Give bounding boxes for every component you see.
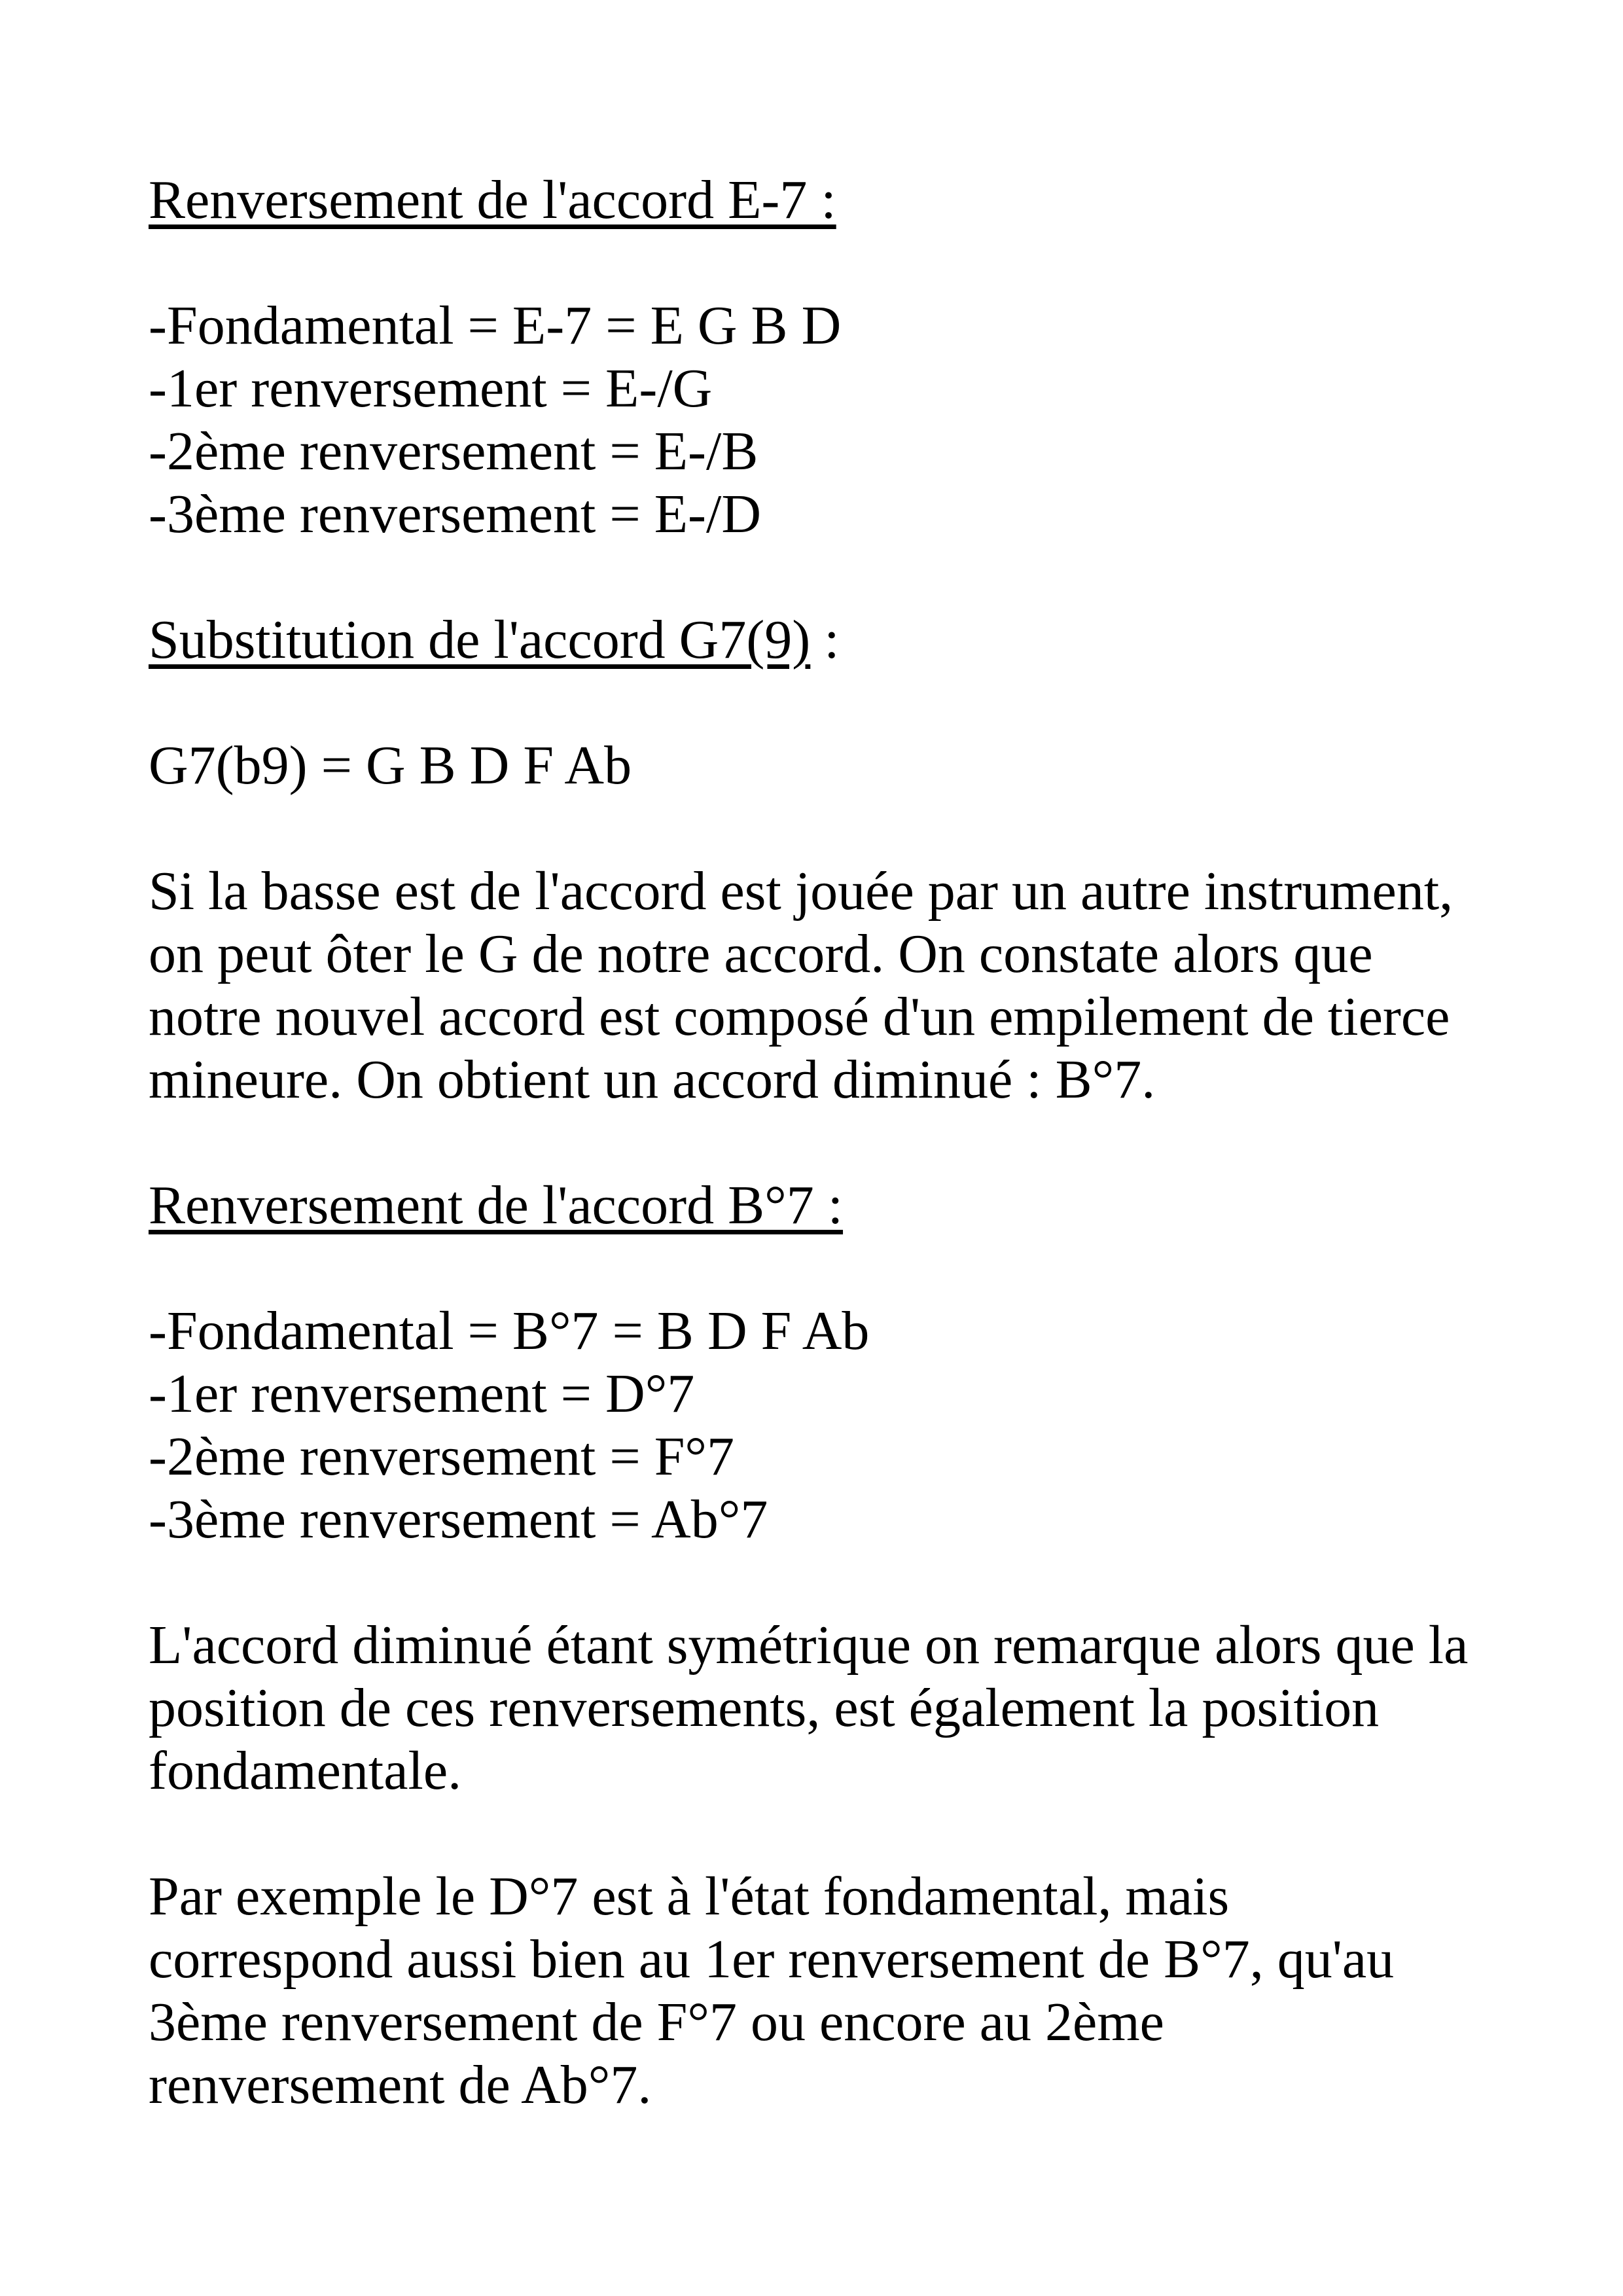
section-heading-substitution-g7-9: [149, 609, 1536, 672]
text-line: -Fondamental = E-7 = E G B D: [149, 295, 842, 356]
heading-line: [149, 609, 1536, 672]
list-renversements-e-7: [149, 295, 1536, 546]
text-line: -3ème renversement = Ab°7: [149, 1489, 768, 1550]
paragraph-exemple-d-dim7: [149, 1865, 1536, 2117]
document-content: [149, 169, 1536, 2117]
section-heading-renversement-e-7: [149, 169, 1536, 232]
heading-underlined-text: Renversement de l'accord E-7 :: [149, 170, 836, 230]
text-line: -Fondamental = B°7 = B D F Ab: [149, 1300, 870, 1361]
heading-line: [149, 169, 1536, 232]
text-line: mineure. On obtient un accord diminué : B°7.: [149, 1049, 1156, 1110]
heading-line: [149, 1174, 1536, 1237]
text-line: L'accord diminué étant symétrique on remarque alors que la: [149, 1615, 1469, 1676]
text-line: 3ème renversement de F°7 ou encore au 2ème: [149, 1992, 1164, 2053]
text-line: Si la basse est de l'accord est jouée par un autre instrument,: [149, 861, 1454, 922]
text-line: -1er renversement = E-/G: [149, 358, 713, 419]
text-line: on peut ôter le G de notre accord. On constate alors que: [149, 924, 1373, 984]
heading-underlined-text: Substitution de l'accord G7(9): [149, 609, 811, 670]
heading-underlined-text: Renversement de l'accord B°7 :: [149, 1175, 844, 1236]
section-heading-renversement-b-dim7: [149, 1174, 1536, 1237]
text-line: renversement de Ab°7.: [149, 2054, 652, 2115]
text-line: notre nouvel accord est composé d'un empilement de tierce: [149, 986, 1450, 1047]
text-line: Par exemple le D°7 est à l'état fondamental, mais: [149, 1866, 1230, 1927]
text-line: -2ème renversement = F°7: [149, 1426, 735, 1487]
text-line: correspond aussi bien au 1er renversement de B°7, qu'au: [149, 1929, 1395, 1990]
text-line: G7(b9) = G B D F Ab: [149, 735, 632, 796]
list-renversements-b-dim7: [149, 1300, 1536, 1551]
text-line: -1er renversement = D°7: [149, 1363, 695, 1424]
text-line: fondamentale.: [149, 1740, 462, 1801]
text-line: -2ème renversement = E-/B: [149, 421, 758, 482]
text-line: -3ème renversement = E-/D: [149, 484, 761, 545]
formula-g7b9: [149, 734, 1536, 797]
heading-after-text: :: [810, 609, 840, 670]
text-line: position de ces renversements, est également la position: [149, 1677, 1380, 1738]
paragraph-basse: [149, 860, 1536, 1111]
paragraph-symetrie: [149, 1614, 1536, 1803]
